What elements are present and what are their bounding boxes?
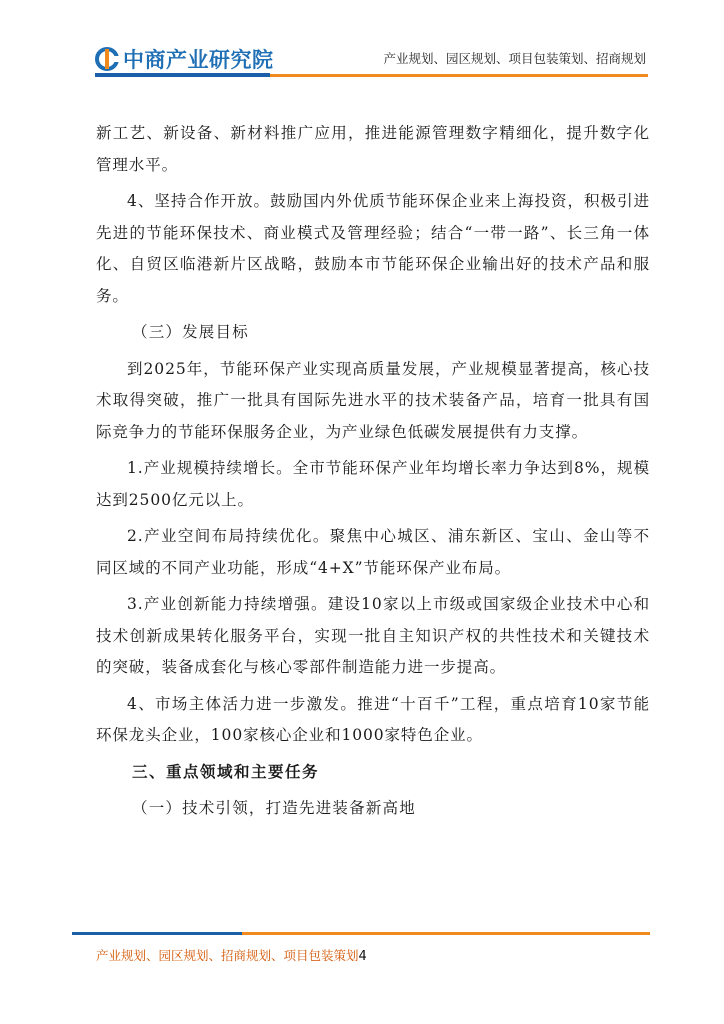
paragraph-goal-market: 4、市场主体活力进一步激发。推进“十百千”工程，重点培育10家节能环保龙头企业，100家核心企业和1000家特色企业。 [96,694,650,744]
footer-rule-orange [242,932,650,935]
header-rule-orange [270,74,648,77]
paragraph-goal-layout: 2.产业空间布局持续优化。聚焦中心城区、浦东新区、宝山、金山等不同区域的不同产业功能，形成“4+X”节能环保产业布局。 [96,527,650,577]
document-body [96,118,650,830]
logo-text: 中商产业研究院 [123,48,274,72]
paragraph-goal-innovation: 3.产业创新能力持续增强。建设10家以上市级或国家级企业技术中心和技术创新成果转化服务平台，实现一批自主知识产权的共性技术和关键技术的突破，装备成套化与核心零部件制造能力进一步提高。 [96,595,650,676]
header-tagline: 产业规划、园区规划、项目包装策划、招商规划 [383,51,646,66]
subheading-goals: （三）发展目标 [132,323,249,341]
paragraph-cooperation: 4、坚持合作开放。鼓励国内外优质节能环保企业来上海投资，积极引进先进的节能环保技术、商业模式及管理经验；结合“一带一路”、长三角一体化、自贸区临港新片区战略，鼓励本市节能环保企业输出好的技术产品和服务。 [96,192,650,305]
paragraph-continued: 新工艺、新设备、新材料推广应用，推进能源管理数字精细化，提升数字化管理水平。 [96,124,650,174]
paragraph-goals-intro: 到2025年，节能环保产业实现高质量发展，产业规模显著提高，核心技术取得突破，推广一批具有国际先进水平的技术装备产品，培育一批具有国际竞争力的节能环保服务企业，为产业绿色低碳发展提供有力支撑。 [96,359,650,441]
page-number: 4 [358,949,367,964]
logo-icon [95,47,119,71]
paragraph-goal-scale: 1.产业规模持续增长。全市节能环保产业年均增长率力争达到8%，规模达到2500亿元以上。 [96,459,650,509]
section-heading: 三、重点领域和主要任务 [132,762,320,781]
page-footer [96,946,367,964]
page-header [0,0,724,80]
subheading-tech: （一）技术引领，打造先进装备新高地 [132,799,416,817]
footer-text: 产业规划、园区规划、招商规划、项目包装策划 [96,948,359,963]
footer-rule-blue [72,932,242,935]
header-rule-blue [95,73,270,77]
logo [95,44,274,74]
